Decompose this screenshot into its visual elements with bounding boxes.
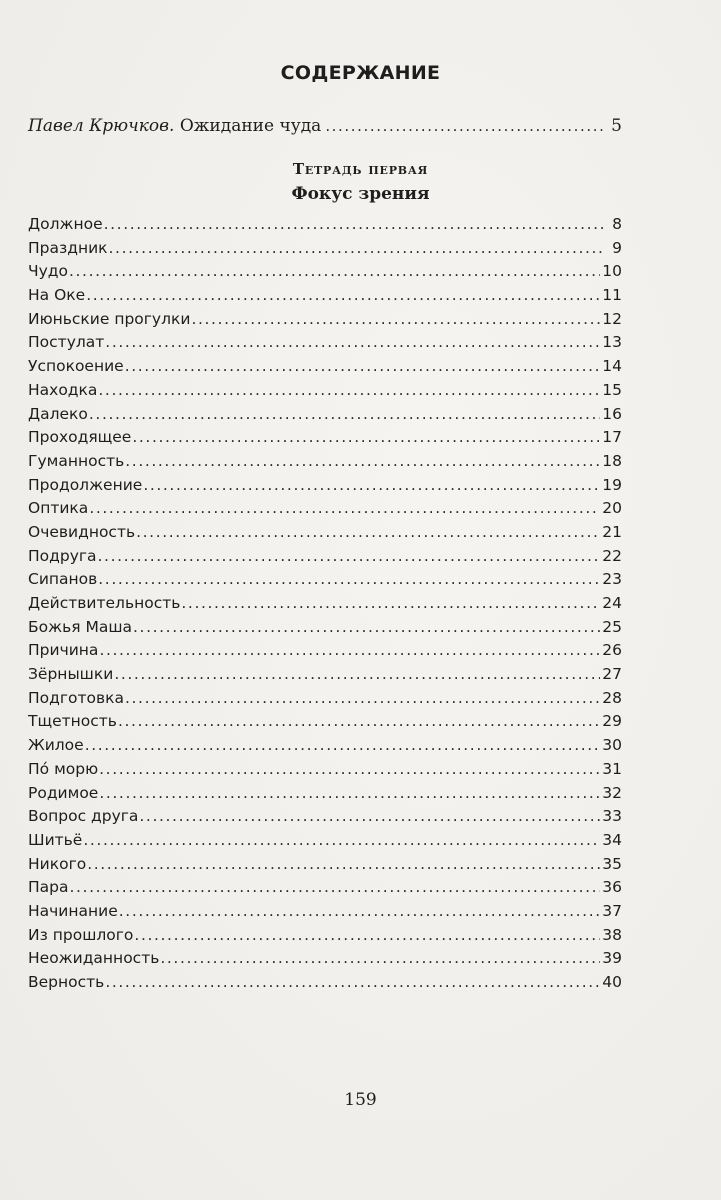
toc-entry-page-number: 20 — [602, 499, 622, 518]
toc-entry-page-number: 30 — [602, 736, 622, 755]
dot-leader — [87, 853, 600, 877]
contents-heading: СОДЕРЖАНИЕ — [280, 62, 441, 84]
dot-leader — [105, 971, 600, 995]
toc-entry — [28, 568, 622, 592]
toc-entry-page-number: 11 — [602, 286, 622, 305]
toc-entry — [28, 213, 622, 237]
dot-leader — [85, 734, 601, 758]
toc-entry — [28, 805, 622, 829]
toc-entry — [28, 782, 622, 806]
dot-leader — [69, 260, 600, 284]
toc-entry-page-number: 38 — [602, 925, 622, 944]
dot-leader — [181, 592, 600, 616]
toc-entry-title: Причина — [28, 641, 99, 660]
dot-leader — [70, 876, 601, 900]
toc-entry-page-number: 24 — [602, 594, 622, 612]
toc-entry-title: Сипанов — [28, 570, 98, 589]
toc-entry-title: Очевидность — [28, 522, 136, 541]
toc-entry-page-number: 31 — [602, 759, 622, 778]
toc-entry-title: Верность — [28, 973, 105, 991]
toc-entry — [28, 971, 622, 995]
dot-leader — [89, 403, 600, 427]
dot-leader — [139, 805, 600, 829]
toc-entry-title: Действительность — [28, 594, 181, 612]
toc-entry-page-number: 17 — [602, 428, 622, 447]
toc-entry — [28, 355, 622, 379]
toc-entry-title: Оптика — [28, 499, 89, 518]
toc-entry-title: Вопрос друга — [28, 807, 139, 826]
dot-leader — [125, 450, 600, 474]
toc-entry-title: Проходящее — [28, 428, 132, 447]
toc-entry — [28, 734, 622, 758]
toc-entry — [28, 403, 622, 427]
foreword-page-number: 5 — [611, 116, 622, 136]
toc-entry — [28, 687, 622, 711]
dot-leader — [109, 237, 606, 261]
toc-entry-page-number: 10 — [602, 262, 622, 281]
toc-entry-title: Постулат — [28, 333, 105, 352]
toc-entry — [28, 426, 622, 450]
dot-leader — [136, 521, 600, 545]
foreword-title: Ожидание чуда — [179, 116, 322, 136]
toc-entry-title: Пара — [28, 878, 69, 897]
toc-entry-title: По́ морю — [28, 759, 99, 778]
dot-leader — [133, 616, 600, 640]
toc-entry-title: Начинание — [28, 901, 118, 920]
toc-entry-page-number: 34 — [602, 830, 622, 849]
toc-entry-page-number: 23 — [602, 570, 622, 589]
dot-leader — [99, 782, 600, 806]
dot-leader — [125, 355, 601, 379]
toc-entry-title: Июньские прогулки — [28, 309, 191, 328]
toc-entry-page-number: 21 — [602, 522, 622, 541]
toc-entry — [28, 853, 622, 877]
toc-entry-title: Из прошлого — [28, 925, 134, 944]
dot-leader — [114, 663, 600, 687]
dot-leader — [119, 900, 601, 924]
toc-entry-page-number: 36 — [602, 878, 622, 897]
dot-leader — [132, 426, 600, 450]
toc-entry — [28, 829, 622, 853]
toc-entry-page-number: 14 — [602, 357, 622, 376]
toc-entry-page-number: 35 — [602, 854, 622, 873]
toc-entry-title: Шитьё — [28, 830, 83, 849]
dot-leader — [98, 545, 601, 569]
toc-entry-page-number: 15 — [602, 380, 622, 399]
toc-entry — [28, 876, 622, 900]
toc-entry-page-number: 12 — [602, 309, 622, 328]
toc-entry — [28, 237, 622, 261]
toc-entry-title: Успокоение — [28, 357, 124, 376]
dot-leader — [118, 710, 600, 734]
toc-entry — [28, 260, 622, 284]
foreword-author: Павел Крючков. — [28, 116, 175, 136]
toc-entry-title: Родимое — [28, 783, 99, 802]
dot-leader — [325, 117, 604, 135]
toc-entry-title: Зёрнышки — [28, 665, 114, 684]
dot-leader — [86, 284, 600, 308]
dot-leader — [99, 639, 600, 663]
toc-entry-page-number: 29 — [602, 712, 622, 731]
toc-entry — [28, 639, 622, 663]
toc-entry-page-number: 9 — [612, 238, 622, 257]
dot-leader — [160, 947, 600, 971]
dot-leader — [83, 829, 600, 853]
section-title: Фокус зрения — [291, 184, 430, 204]
dot-leader — [125, 687, 600, 711]
toc-entry — [28, 758, 622, 782]
toc-entry — [28, 308, 622, 332]
toc-entry — [28, 331, 622, 355]
toc-list — [28, 213, 622, 995]
page-number: 159 — [344, 1090, 377, 1110]
toc-entry — [28, 474, 622, 498]
toc-entry — [28, 947, 622, 971]
toc-entry — [28, 450, 622, 474]
dot-leader — [191, 308, 600, 332]
toc-entry-title: Подготовка — [28, 688, 124, 707]
toc-entry — [28, 663, 622, 687]
dot-leader — [104, 213, 606, 237]
toc-entry-page-number: 26 — [602, 641, 622, 660]
toc-entry-page-number: 25 — [602, 617, 622, 636]
dot-leader — [89, 497, 600, 521]
toc-entry-title: На Оке — [28, 286, 86, 305]
toc-entry-title: Божья Маша — [28, 617, 133, 636]
toc-entry-title: Праздник — [28, 238, 108, 257]
toc-entry-page-number: 8 — [612, 215, 622, 233]
toc-entry — [28, 545, 622, 569]
dot-leader — [98, 379, 600, 403]
toc-entry-title: Тщетность — [28, 712, 117, 731]
foreword-entry — [28, 116, 622, 136]
notebook-label: Тетрадь первая — [292, 160, 429, 178]
toc-entry-page-number: 16 — [602, 404, 622, 423]
toc-entry — [28, 521, 622, 545]
toc-entry-page-number: 40 — [602, 973, 622, 991]
toc-entry — [28, 284, 622, 308]
toc-entry — [28, 710, 622, 734]
toc-entry-page-number: 33 — [602, 807, 622, 826]
toc-entry-page-number: 19 — [602, 475, 622, 494]
toc-entry-title: Находка — [28, 380, 98, 399]
toc-entry-page-number: 18 — [602, 451, 622, 470]
toc-entry-page-number: 13 — [602, 333, 622, 352]
dot-leader — [105, 331, 600, 355]
toc-entry — [28, 924, 622, 948]
toc-entry — [28, 592, 622, 616]
dot-leader — [143, 474, 600, 498]
toc-entry-title: Продолжение — [28, 475, 143, 494]
toc-entry — [28, 616, 622, 640]
toc-entry-page-number: 32 — [602, 783, 622, 802]
toc-entry-page-number: 39 — [602, 949, 622, 968]
toc-entry — [28, 900, 622, 924]
dot-leader — [134, 924, 600, 948]
toc-entry-title: Гуманность — [28, 451, 125, 470]
toc-entry-title: Должное — [28, 215, 103, 233]
toc-entry-title: Никого — [28, 854, 87, 873]
toc-entry — [28, 379, 622, 403]
toc-entry-page-number: 27 — [602, 665, 622, 684]
toc-entry-page-number: 22 — [602, 546, 622, 565]
toc-entry-title: Далеко — [28, 404, 88, 423]
toc-entry-title: Чудо — [28, 262, 68, 281]
toc-entry-title: Подруга — [28, 546, 97, 565]
toc-entry-title: Неожиданность — [28, 949, 160, 968]
toc-entry-page-number: 37 — [602, 901, 622, 920]
dot-leader — [99, 758, 600, 782]
toc-entry-title: Жилое — [28, 736, 84, 755]
toc-entry-page-number: 28 — [602, 688, 622, 707]
dot-leader — [98, 568, 600, 592]
toc-entry — [28, 497, 622, 521]
